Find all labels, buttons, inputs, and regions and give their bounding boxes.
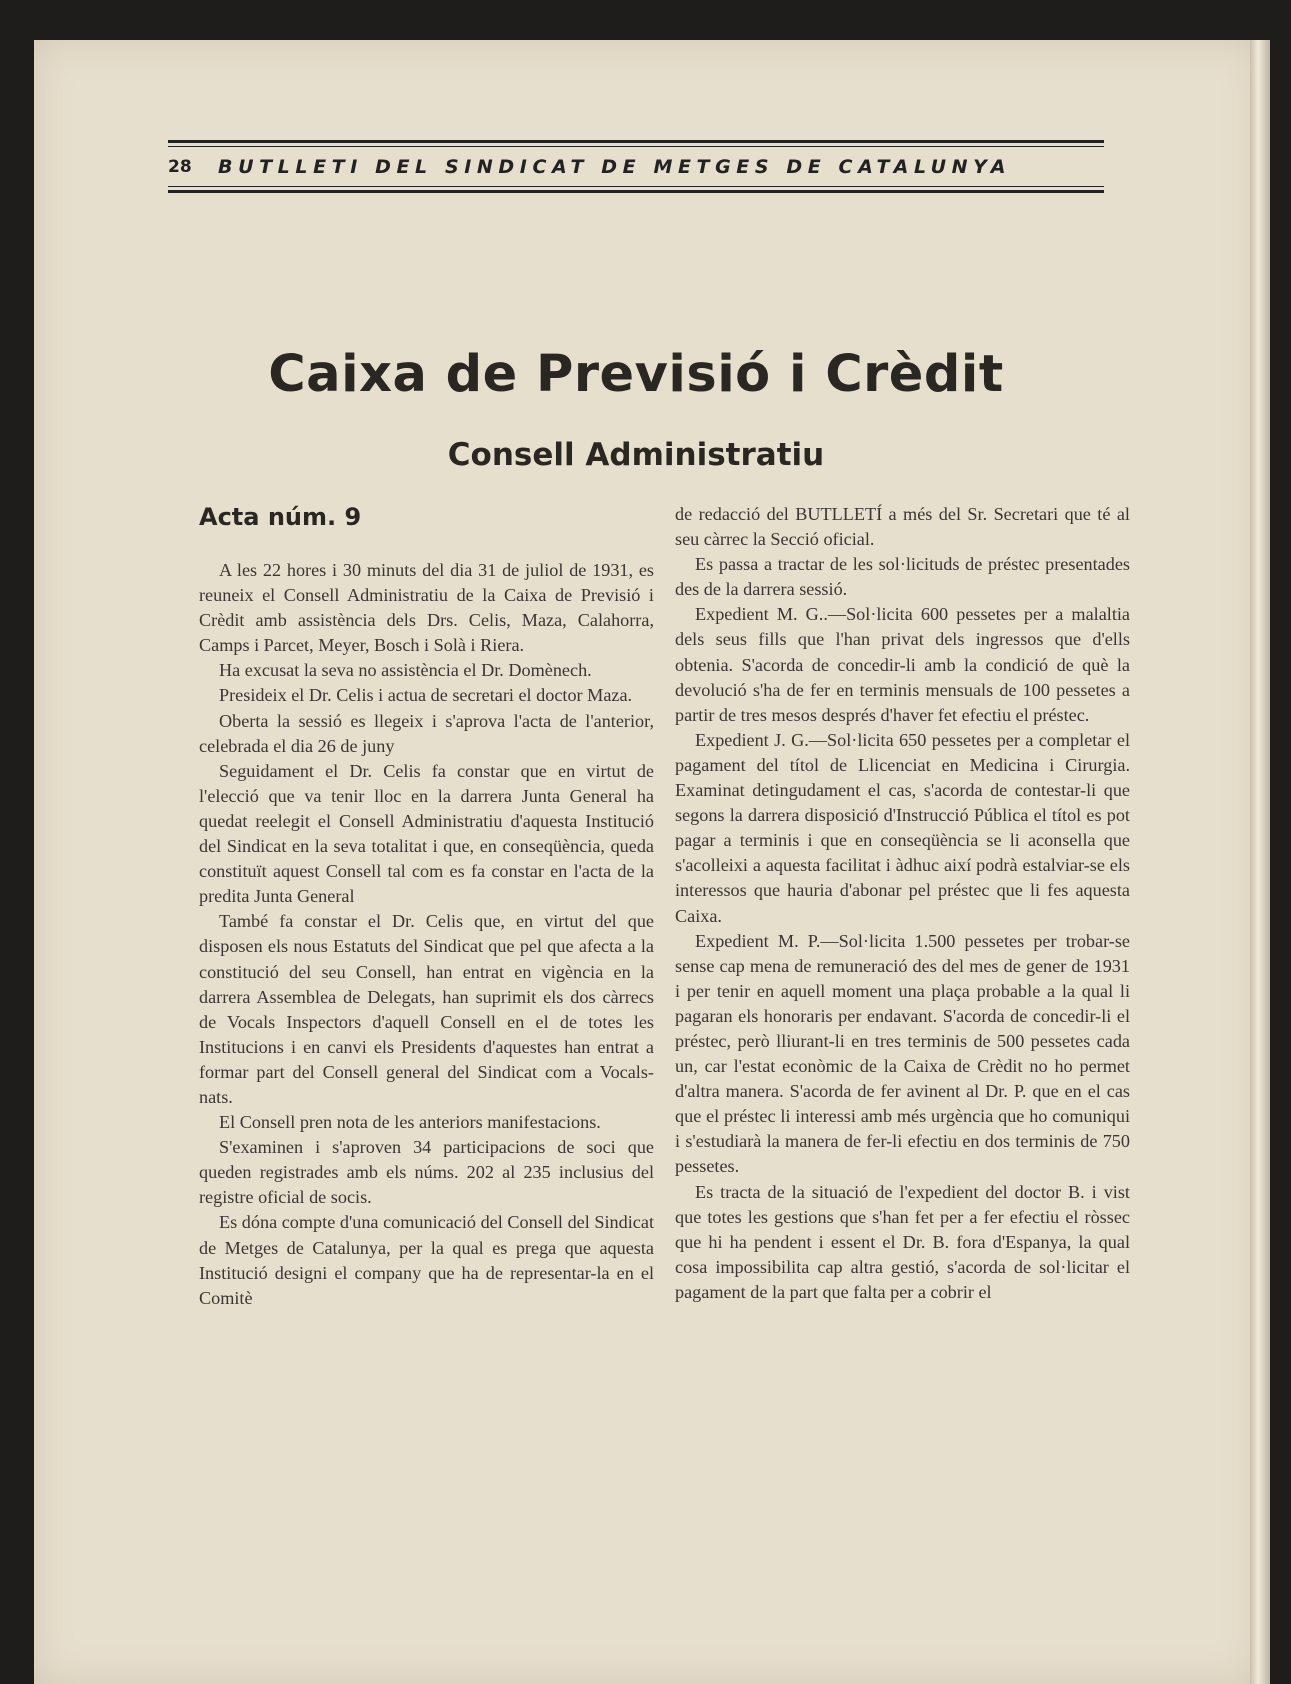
paragraph: Es passa a tractar de les sol·licituds de préstec presentades des de la darrera sessió. <box>675 554 1130 600</box>
left-column <box>199 502 654 1311</box>
page-edge <box>1250 40 1270 1684</box>
header-rule-bottom <box>168 190 1104 193</box>
paragraph: Ha excusat la seva no assistència el Dr. Domènech. <box>219 660 592 681</box>
paragraph: El Consell pren nota de les anteriors manifestacions. <box>219 1112 601 1133</box>
paragraph: Expedient M. G..—Sol·licita 600 pessetes per a malaltia dels seus fills que l'han privat dels ingressos que d'ells obtenia. S'acorda de concedir-li amb la condició de què la devolució s'ha de fer en terminis mensuals de 100 pessetes a partir de tres mesos després d'haver fet efectiu el préstec. <box>675 604 1130 725</box>
paragraph: Seguidament el Dr. Celis fa constar que en virtut de l'elecció que va tenir lloc en la darrera Junta General ha quedat reelegit el Consell Administratiu d'aquesta Institució del Sindicat en la seva totalitat i que, en conseqüència, queda constituït aquest Consell tal com es fa constar en l'acta de la predita Junta General <box>199 760 654 907</box>
paragraph: de redacció del BUTLLETÍ a més del Sr. Secretari que té al seu càrrec la Secció oficial. <box>675 504 1130 550</box>
running-header <box>168 140 1104 196</box>
paragraph: Expedient M. P.—Sol·licita 1.500 pessetes per trobar-se sense cap mena de remuneració des del mes de gener de 1931 i per tenir en aquell moment una plaça probable a la qual li pagaran els honoraris per endavant. S'acorda de concedir-li el préstec, però lliurant-li en tres terminis de 500 pessetes cada un, car l'estat econòmic de la Caixa de Crèdit no ho permet d'altra manera. S'acorda de fer avinent al Dr. P. que en el cas que el préstec li interessi amb més urgència que ho comuniqui i s'estudiarà la manera de fer-li efectiu en dos terminis de 750 pessetes. <box>675 930 1130 1177</box>
header-rule-top <box>168 140 1104 143</box>
paragraph: Es dóna compte d'una comunicació del Consell del Sindicat de Metges de Catalunya, per la qual es prega que aquesta Institució designi el company que ha de representar-la en el Comitè <box>199 1212 654 1308</box>
journal-title: BUTLLETI DEL SINDICAT DE METGES DE CATALUNYA <box>218 156 1011 178</box>
paragraph: S'examinen i s'aproven 34 participacions de soci que queden registrades amb els núms. 202 al 235 inclusius del registre oficial de socis. <box>199 1137 654 1208</box>
article-title: Caixa de Previsió i Crèdit <box>268 345 1004 404</box>
article-subtitle: Consell Administratiu <box>447 437 825 473</box>
right-column <box>675 502 1130 1305</box>
paragraph: Es tracta de la situació de l'expedient del doctor B. i vist que totes les gestions que s'han fet per a fer efectiu el ròssec que hi ha pendent i essent el Dr. B. fora d'Espanya, la qual cosa impossibilita cap altra gestió, s'acorda de sol·licitar el pagament de la part que falta per a cobrir el <box>675 1181 1130 1302</box>
page-number: 28 <box>168 157 192 177</box>
paragraph: A les 22 hores i 30 minuts del dia 31 de juliol de 1931, es reuneix el Consell Administratiu de la Caixa de Previsió i Crèdit amb assistència dels Drs. Celis, Maza, Calahorra, Camps i Parcet, Meyer, Bosch i Solà i Riera. <box>199 560 654 656</box>
paragraph: També fa constar el Dr. Celis que, en virtut del que disposen els nous Estatuts del Sindicat que pel que afecta a la constitució del seu Consell, han entrat en vigència en la darrera Assemblea de Delegats, han suprimit els dos càrrecs de Vocals Inspectors d'aquell Consell en el de totes les Institucions i en canvi els Presidents d'aquestes han entrat a formar part del Consell general del Sindicat com a Vocals-nats. <box>199 911 654 1107</box>
paragraph: Expedient J. G.—Sol·licita 650 pessetes per a completar el pagament del títol de Llicenciat en Medicina i Cirurgia. Examinat detingudament el cas, s'acorda de contestar-li que segons la darrera disposició d'Instrucció Pública el títol es pot pagar a terminis i que en conseqüència se li aconsella que s'acolleixi a aquesta facilitat i àdhuc així podrà estalviar-se els interessos que hauria d'abonar pel préstec que li fes aquesta Caixa. <box>675 729 1130 926</box>
paragraph: Presideix el Dr. Celis i actua de secretari el doctor Maza. <box>219 685 633 706</box>
section-heading: Acta núm. 9 <box>199 503 362 531</box>
header-rule-top-thin <box>168 146 1104 147</box>
header-rule-bottom-thin <box>168 186 1104 187</box>
header-row <box>168 152 1104 182</box>
paragraph: Oberta la sessió es llegeix i s'aprova l'acta de l'anterior, celebrada el dia 26 de juny <box>199 710 654 756</box>
